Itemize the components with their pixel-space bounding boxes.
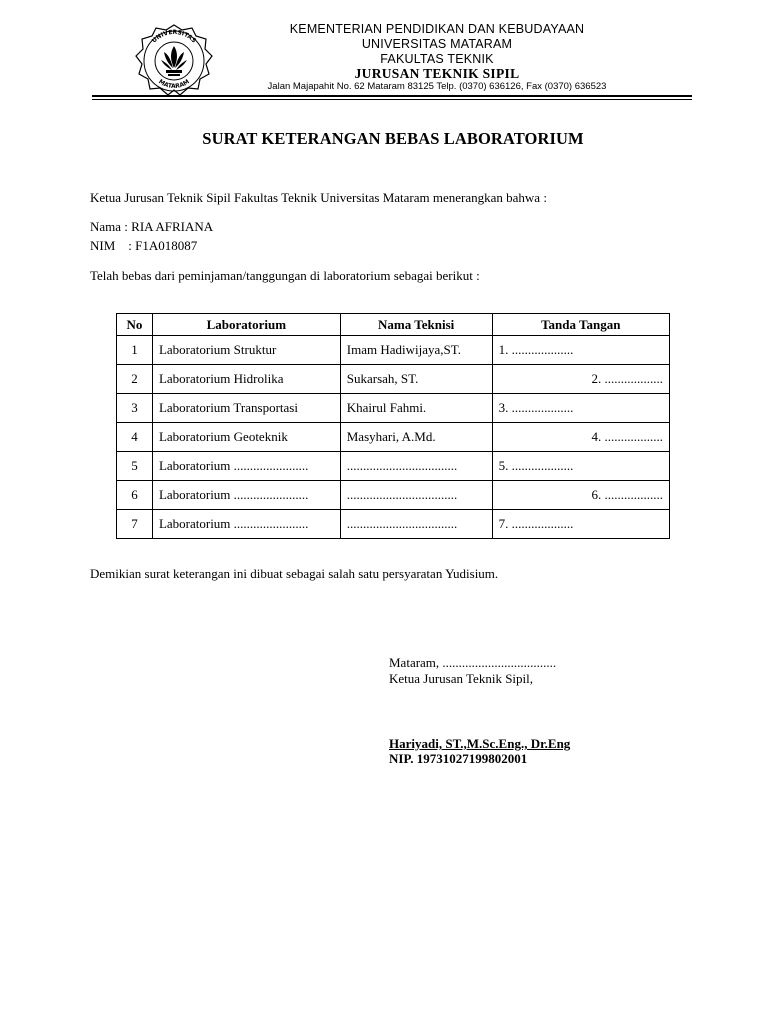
university-logo xyxy=(134,24,214,96)
faculty-name: FAKULTAS TEKNIK xyxy=(380,52,494,66)
row-laboratorium: Laboratorium ....................... xyxy=(152,510,340,539)
row-teknisi: Imam Hadiwijaya,ST. xyxy=(340,336,492,365)
department-name: JURUSAN TEKNIK SIPIL xyxy=(354,66,520,81)
row-laboratorium: Laboratorium ....................... xyxy=(152,452,340,481)
signatory-name: Hariyadi, ST.,M.Sc.Eng., Dr.Eng xyxy=(389,736,571,751)
svg-text:MATARAM: MATARAM xyxy=(157,78,191,91)
intro-text: Ketua Jurusan Teknik Sipil Fakultas Teknik Universitas Mataram menerangkan bahwa : xyxy=(90,190,547,205)
letterhead-rule-thick xyxy=(92,95,692,97)
table-row xyxy=(117,423,670,452)
table-row xyxy=(117,481,670,510)
row-teknisi: .................................. xyxy=(340,510,492,539)
letterhead-rule-thin xyxy=(92,99,692,100)
ministry-name: KEMENTERIAN PENDIDIKAN DAN KEBUDAYAAN xyxy=(289,22,585,36)
row-no: 2 xyxy=(117,365,153,394)
row-signature: 1. ................... xyxy=(492,336,669,365)
student-name: Nama : RIA AFRIANA xyxy=(90,219,214,234)
row-signature: 4. .................. xyxy=(492,423,669,452)
row-no: 7 xyxy=(117,510,153,539)
row-no: 4 xyxy=(117,423,153,452)
row-signature: 2. .................. xyxy=(492,365,669,394)
row-laboratorium: Laboratorium Hidrolika xyxy=(152,365,340,394)
table-row xyxy=(117,452,670,481)
row-teknisi: .................................. xyxy=(340,481,492,510)
row-teknisi: Sukarsah, ST. xyxy=(340,365,492,394)
row-no: 3 xyxy=(117,394,153,423)
table-row xyxy=(117,510,670,539)
signature-role: Ketua Jurusan Teknik Sipil, xyxy=(389,671,534,686)
table-header-row xyxy=(117,314,670,336)
table-row xyxy=(117,365,670,394)
university-name: UNIVERSITAS MATARAM xyxy=(361,37,513,51)
letterhead-address: Jalan Majapahit No. 62 Mataram 83125 Telp. (0370) 636126, Fax (0370) 636523 xyxy=(267,81,607,92)
header-laboratorium: Laboratorium xyxy=(152,314,340,336)
row-teknisi: Khairul Fahmi. xyxy=(340,394,492,423)
statement-text: Telah bebas dari peminjaman/tanggungan di laboratorium sebagai berikut : xyxy=(90,268,480,283)
header-no: No xyxy=(117,314,153,336)
svg-text:UNIVERSITAS: UNIVERSITAS xyxy=(150,28,198,45)
row-signature: 3. ................... xyxy=(492,394,669,423)
row-signature: 6. .................. xyxy=(492,481,669,510)
row-teknisi: .................................. xyxy=(340,452,492,481)
row-no: 6 xyxy=(117,481,153,510)
signatory-nip: NIP. 19731027199802001 xyxy=(389,751,528,766)
laboratory-table xyxy=(116,313,670,539)
signature-place-date: Mataram, ................................... xyxy=(389,655,557,670)
row-laboratorium: Laboratorium Geoteknik xyxy=(152,423,340,452)
row-signature: 5. ................... xyxy=(492,452,669,481)
row-no: 5 xyxy=(117,452,153,481)
header-tanda-tangan: Tanda Tangan xyxy=(492,314,669,336)
row-teknisi: Masyhari, A.Md. xyxy=(340,423,492,452)
row-laboratorium: Laboratorium Struktur xyxy=(152,336,340,365)
student-nim: NIM : F1A018087 xyxy=(90,238,198,253)
row-no: 1 xyxy=(117,336,153,365)
row-laboratorium: Laboratorium Transportasi xyxy=(152,394,340,423)
closing-text: Demikian surat keterangan ini dibuat sebagai salah satu persyaratan Yudisium. xyxy=(90,566,499,581)
document-title: SURAT KETERANGAN BEBAS LABORATORIUM xyxy=(202,129,584,148)
row-laboratorium: Laboratorium ....................... xyxy=(152,481,340,510)
table-row xyxy=(117,336,670,365)
table-row xyxy=(117,394,670,423)
header-nama-teknisi: Nama Teknisi xyxy=(340,314,492,336)
row-signature: 7. ................... xyxy=(492,510,669,539)
